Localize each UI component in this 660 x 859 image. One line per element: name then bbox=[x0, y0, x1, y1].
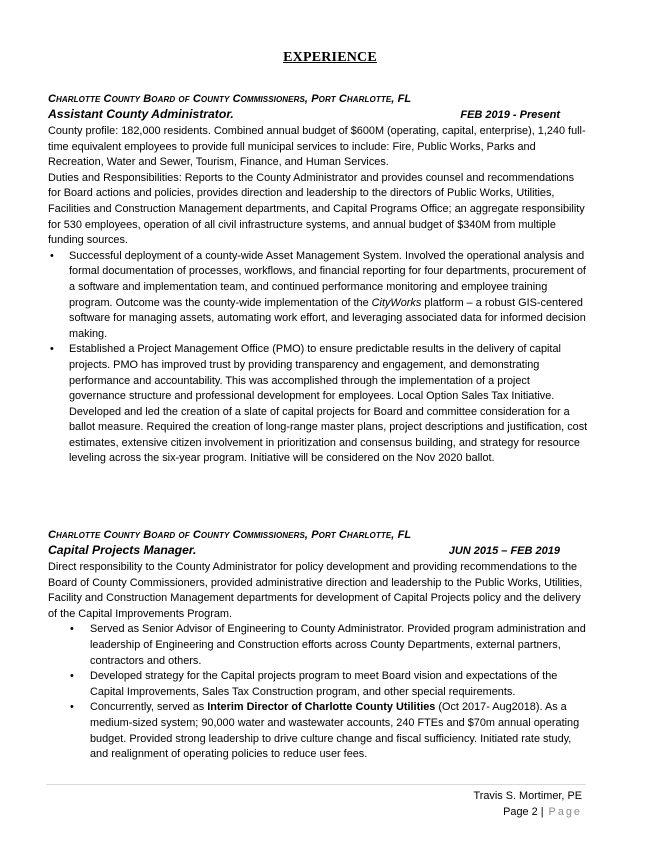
list-item: • Developed strategy for the Capital projects program to meet Board vision and expectations of the Capital Improvements, Sales Tax Construction program, and other special requirements. bbox=[48, 669, 588, 700]
list-item: • Served as Senior Advisor of Engineering to County Administrator. Provided program administration and leadership of Engineering and Construction efforts across County Departments, external partners, contractors and others. bbox=[48, 622, 588, 669]
job-title: Assistant County Administrator. bbox=[48, 107, 234, 121]
duties-paragraph: Duties and Responsibilities: Reports to the County Administrator and provides counsel and recommendations for Board actions and policies, provides direction and leadership to the directors of Public Works, Utilities, Facilities and Construction Management departments, and Capital Programs Office; an aggregate responsibility for 530 employees, operation of all civil infrastructure systems, and annual budget of $340M from multiple funding sources. bbox=[48, 171, 585, 247]
accomplishments-list bbox=[48, 622, 588, 762]
job-dates: FEB 2019 - Present bbox=[460, 109, 560, 121]
footer-author: Travis S. Mortimer, PE bbox=[473, 790, 582, 802]
footer-divider bbox=[46, 784, 586, 785]
county-profile-paragraph: County profile: 182,000 residents. Combined annual budget of $600M (operating, capital, enterprise), 1,240 full-time equivalent employees to provide full municipal services to include: Fire, Public Works, Parks and Recreation, Water and Sewer, Tourism, Finance, and Human Services. bbox=[48, 125, 586, 169]
cityworks-emphasis: CityWorks bbox=[371, 296, 422, 309]
role-row bbox=[48, 106, 588, 124]
job-dates: JUN 2015 – FEB 2019 bbox=[448, 545, 560, 557]
job-title: Capital Projects Manager. bbox=[48, 543, 197, 557]
role-row bbox=[48, 542, 588, 560]
responsibility-paragraph: Direct responsibility to the County Administrator for policy development and providing recommendations to the Board of County Commissioners, provided administrative direction and leadership to the Public Works, Utilities, Facility and Construction Management departments for development of Capital Projects policy and the delivery of the Capital Improvements Program. bbox=[48, 561, 583, 620]
list-item: • Concurrently, served as Interim Director of Charlotte County Utilities (Oct 2017- Aug2018). As a medium-sized system; 90,000 water and wastewater accounts, 240 FTEs and $70m annual operating budget. Provided strong leadership to drive culture change and fiscal sufficiency. Initiated rate study, and realignment of operating policies to reduce user fees. bbox=[48, 700, 588, 762]
accomplishments-list bbox=[48, 249, 588, 467]
interim-director-emphasis: Interim Director of Charlotte County Utilities bbox=[207, 701, 436, 714]
list-item: • Successful deployment of a county-wide Asset Management System. Involved the operational analysis and formal documentation of processes, workflows, and financial reporting for four departments, procurement of a software and implementation team, and continued performance monitoring and employee training program. Outcome was the county-wide implementation of the CityWorks platform – a robust GIS-centered software for managing assets, automating work effort, and leveraging associated data for informed decision making. bbox=[48, 249, 588, 343]
list-item: • Established a Project Management Office (PMO) to ensure predictable results in the delivery of capital projects. PMO has improved trust by providing transparency and engagement, and demonstrating performance and accountability. This was accomplished through the implementation of a project governance structure and professional development for employees. Local Option Sales Tax Initiative. Developed and led the creation of a slate of capital projects for Board and committee consideration for a ballot measure. Required the creation of long-range master plans, project descriptions and justification, cost estimates, extensive citizen involvement in prioritization and consensus building, and strategy for resource leveling across the six-year program. Initiative will be considered on the Nov 2020 ballot. bbox=[48, 342, 588, 467]
employer-name: Charlotte County Board of County Commissioners, Port Charlotte, FL bbox=[48, 529, 412, 541]
employer-name: Charlotte County Board of County Commissioners, Port Charlotte, FL bbox=[48, 93, 412, 105]
section-title: EXPERIENCE bbox=[283, 50, 377, 65]
job-capital-projects-manager bbox=[48, 528, 588, 763]
job-assistant-county-administrator bbox=[48, 92, 588, 467]
footer-page-number: Page 2 | Page bbox=[503, 806, 582, 818]
